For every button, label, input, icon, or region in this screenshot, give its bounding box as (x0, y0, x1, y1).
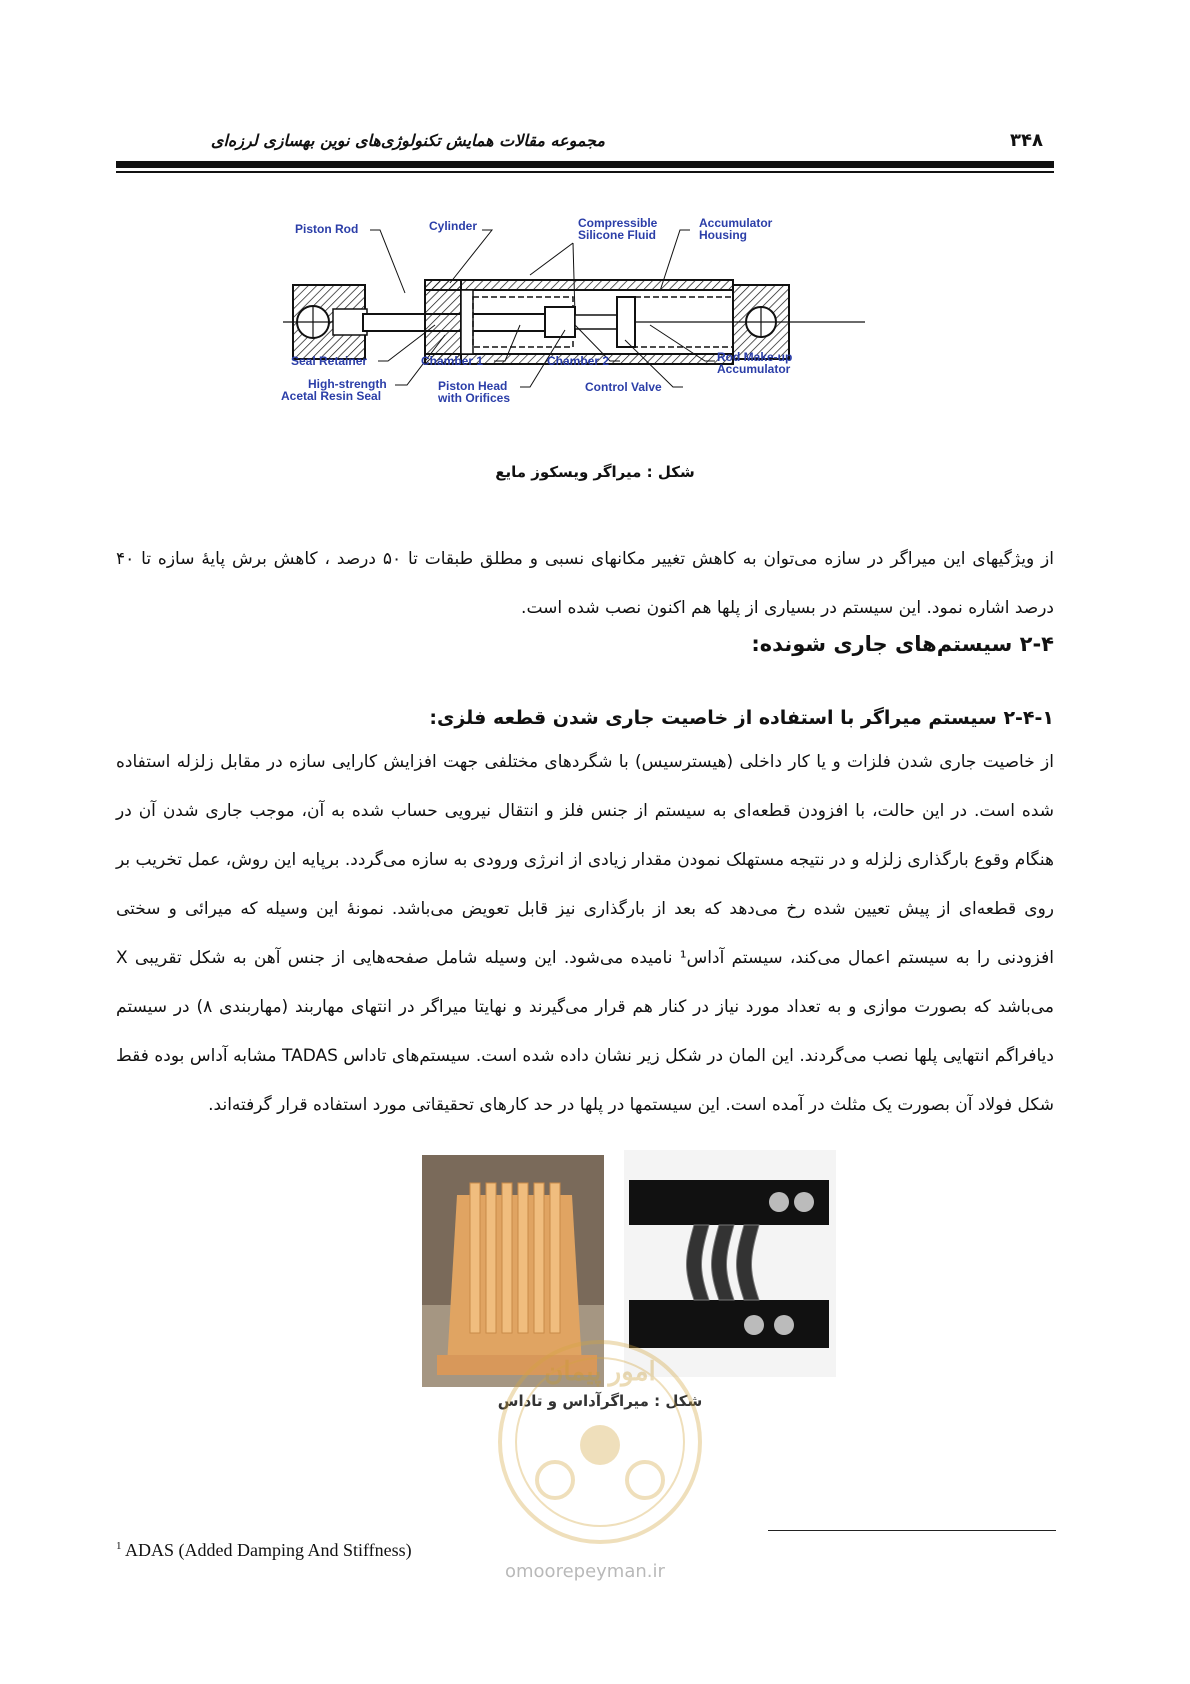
watermark-logo (485, 1330, 715, 1555)
footnote-text: ADAS (Added Damping And Stiffness) (125, 1540, 412, 1560)
footnote-rule (768, 1530, 1056, 1531)
running-header-title: مجموعه مقالات همایش تکنولوژی‌های نوین بهسازی لرزه‌ای (210, 131, 605, 150)
label-accumulator-2: Housing (699, 228, 747, 242)
viscous-damper-diagram (275, 216, 875, 435)
figure2-caption: شکل : میراگرآداس و تاداس (497, 1392, 703, 1410)
page-number: ۳۴۸ (1010, 130, 1043, 151)
control-valve (617, 297, 635, 347)
label-chamber-1: Chamber 1 (421, 354, 484, 368)
label-piston-head-1: Piston Head (438, 379, 508, 393)
seal-retainer (425, 280, 461, 364)
label-accumulator-1: Accumulator (699, 216, 773, 230)
header-rule-thin (116, 171, 1054, 173)
paragraph-1: از ویژگیهای این میراگر در سازه می‌توان به کاهش تغییر مکانهای نسبی و مطلق طبقات تا ۵۰ درصد ، کاهش برش پایهٔ سازه تا ۴۰ درصد اشاره نمود. این سیستم در بسیاری از پلها هم اکنون نصب شده است. (116, 549, 1054, 618)
header-rule-thick (116, 161, 1054, 168)
footnote-marker: 1 (116, 1540, 122, 1552)
label-piston-rod: Piston Rod (295, 222, 359, 236)
label-piston-head-2: with Orifices (438, 391, 511, 405)
label-rod-makeup-2: Accumulator (717, 362, 791, 376)
label-control-valve: Control Valve (585, 380, 662, 394)
label-chamber-2: Chamber 2 (547, 354, 610, 368)
watermark-logo-text: امور پیمان (544, 1356, 656, 1386)
label-high-strength-2: Acetal Resin Seal (281, 389, 382, 403)
cylinder-wall-top (425, 280, 733, 290)
watermark-site: omoorepeyman.ir (505, 1561, 665, 1582)
label-seal-retainer: Seal Retainer (291, 354, 368, 368)
piston-head (545, 307, 575, 337)
footnote (116, 1540, 412, 1561)
section-heading: ۲-۴ سیستم‌های جاری شونده: (751, 632, 1054, 656)
label-compressible-2: Silicone Fluid (578, 228, 657, 242)
figure1-caption: شکل : میراگر ویسکوز مایع (495, 463, 695, 481)
label-compressible-1: Compressible (578, 216, 658, 230)
label-rod-makeup-1: Rod Make-up (717, 350, 793, 364)
label-high-strength-1: High-strength (308, 377, 387, 391)
paragraph-2: از خاصیت جاری شدن فلزات و یا کار داخلی (هیسترسیس) با شگردهای مختلفی جهت افزایش کارایی سازه در مقابل زلزله استفاده شده است. در این حالت، با افزودن قطعه‌ای به سیستم از جنس فلز و انتقال نیرویی حساب شده به آن، موجب جاری شدن آن در هنگام وقوع بارگذاری زلزله و در نتیجه مستهلک نمودن مقدار زیادی از انرژی ورودی به سازه می‌گردد. برپایه این روش، عمل تخریب بر روی قطعه‌ای از پیش تعیین شده رخ می‌دهد که بعد از بارگذاری نیز قابل تعویض می‌باشد. نمونهٔ این وسیله که میرائی و سختی افزودنی را به سیستم اعمال می‌کند، سیستم آداس¹ نامیده می‌شود. این وسیله شامل صفحه‌هایی از جنس آهن به شکل تقریبی X می‌باشد که بصورت موازی و به تعداد مورد نیاز در کنار هم قرار می‌گیرند و نهایتا میراگر در انتهای مهاربند (مهاربندی ۸) در سیستم دیافراگم انتهایی پلها نصب می‌گردند. این المان در شکل زیر نشان داده شده است. سیستم‌های تاداس TADAS مشابه آداس بوده فقط شکل فولاد آن بصورت یک مثلث در آمده است. این سیستمها در پلها در حد کارهای تحقیقاتی مورد استفاده قرار گرفته‌اند. (116, 752, 1055, 1115)
subsection-heading: ۲-۴-۱ سیستم میراگر با استفاده از خاصیت جاری شدن قطعه فلزی: (429, 707, 1054, 729)
label-cylinder: Cylinder (429, 219, 478, 233)
